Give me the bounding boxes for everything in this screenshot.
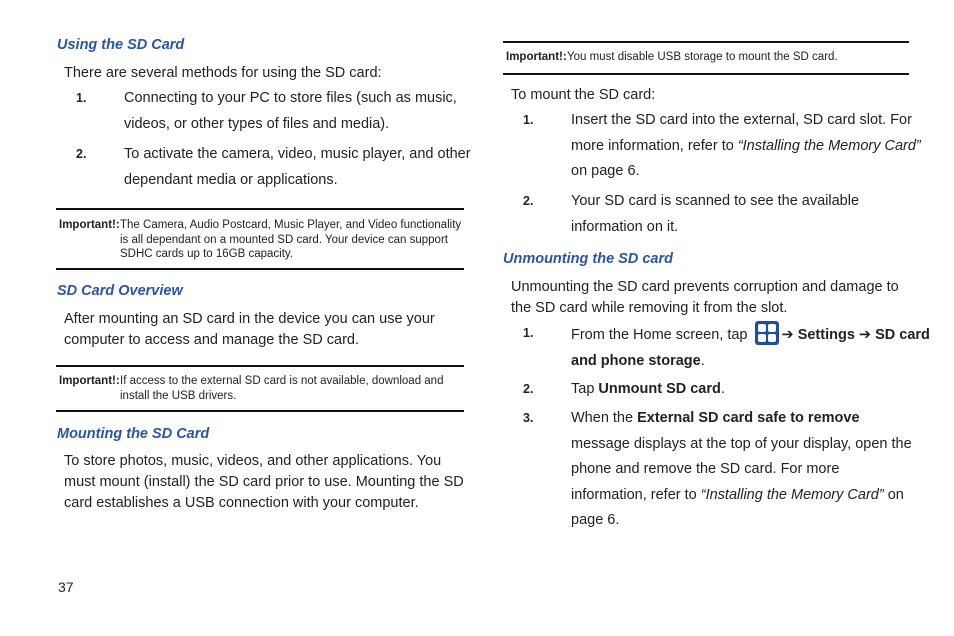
heading-unmounting-sd-card: Unmounting the SD card	[503, 251, 673, 267]
list-text: From the Home screen, tap ➔ Settings ➔ SD card and phone storage.	[571, 321, 937, 374]
list-number: 1.	[523, 326, 534, 340]
list-item	[523, 406, 912, 528]
cross-reference[interactable]: “Installing the Memory Card”	[737, 137, 921, 154]
list-number: 1.	[523, 113, 534, 127]
list-number: 3.	[523, 411, 534, 425]
list-item	[523, 108, 921, 185]
overview-paragraph: After mounting an SD card in the device you can use your computer to access and manage the SD card.	[64, 311, 435, 348]
important-note	[56, 365, 464, 412]
list-number: 2.	[523, 382, 534, 396]
list-item	[523, 377, 909, 403]
important-note	[503, 41, 909, 75]
list-number: 1.	[76, 91, 87, 105]
note-label: Important!:	[59, 375, 120, 387]
heading-using-sd-card: Using the SD Card	[57, 37, 185, 53]
page-number: 37	[58, 579, 74, 595]
cross-reference[interactable]: “Installing the Memory Card”	[700, 486, 884, 503]
note-text: The Camera, Audio Postcard, Music Player, and Video functionality is all dependant on a mounted SD card. Your device can support SDHC cards up to 16GB capacity.	[120, 219, 462, 260]
intro-paragraph: There are several methods for using the SD card:	[64, 65, 382, 81]
list-item	[76, 142, 471, 194]
note-label: Important!:	[59, 219, 120, 231]
list-number: 2.	[523, 194, 534, 208]
list-text: To activate the camera, video, music player, and other dependant media or applications.	[124, 146, 471, 188]
mounting-paragraph: To store photos, music, videos, and other applications. You must mount (install) the SD card prior to use. Mounting the SD card establishes a USB connection with your computer.	[64, 453, 464, 511]
unmounting-paragraph: Unmounting the SD card prevents corruption and damage to the SD card while removing it from the slot.	[511, 279, 899, 316]
list-text: Connecting to your PC to store files (such as music, videos, or other types of files and media).	[124, 90, 457, 132]
important-note	[56, 208, 464, 270]
list-text: When the External SD card safe to remove message displays at the top of your display, open the phone and remove the SD card. For more information, refer to “Installing the Memory Card” on page 6.	[571, 410, 912, 528]
mount-intro: To mount the SD card:	[511, 87, 656, 103]
note-text: You must disable USB storage to mount the SD card.	[567, 51, 838, 63]
list-text: Tap Unmount SD card.	[571, 381, 725, 397]
list-item	[523, 189, 909, 241]
note-text: If access to the external SD card is not available, download and install the USB drivers.	[120, 375, 444, 402]
note-label: Important!:	[506, 51, 567, 63]
list-text: Insert the SD card into the external, SD card slot. For more information, refer to “Installing the Memory Card” on page 6.	[571, 112, 921, 179]
apps-grid-icon	[755, 321, 779, 345]
list-item	[523, 321, 930, 373]
heading-sd-card-overview: SD Card Overview	[57, 283, 183, 299]
list-number: 2.	[76, 147, 87, 161]
list-text: Your SD card is scanned to see the available information on it.	[571, 193, 860, 235]
heading-mounting-sd-card: Mounting the SD Card	[57, 426, 210, 442]
list-item	[76, 86, 466, 138]
